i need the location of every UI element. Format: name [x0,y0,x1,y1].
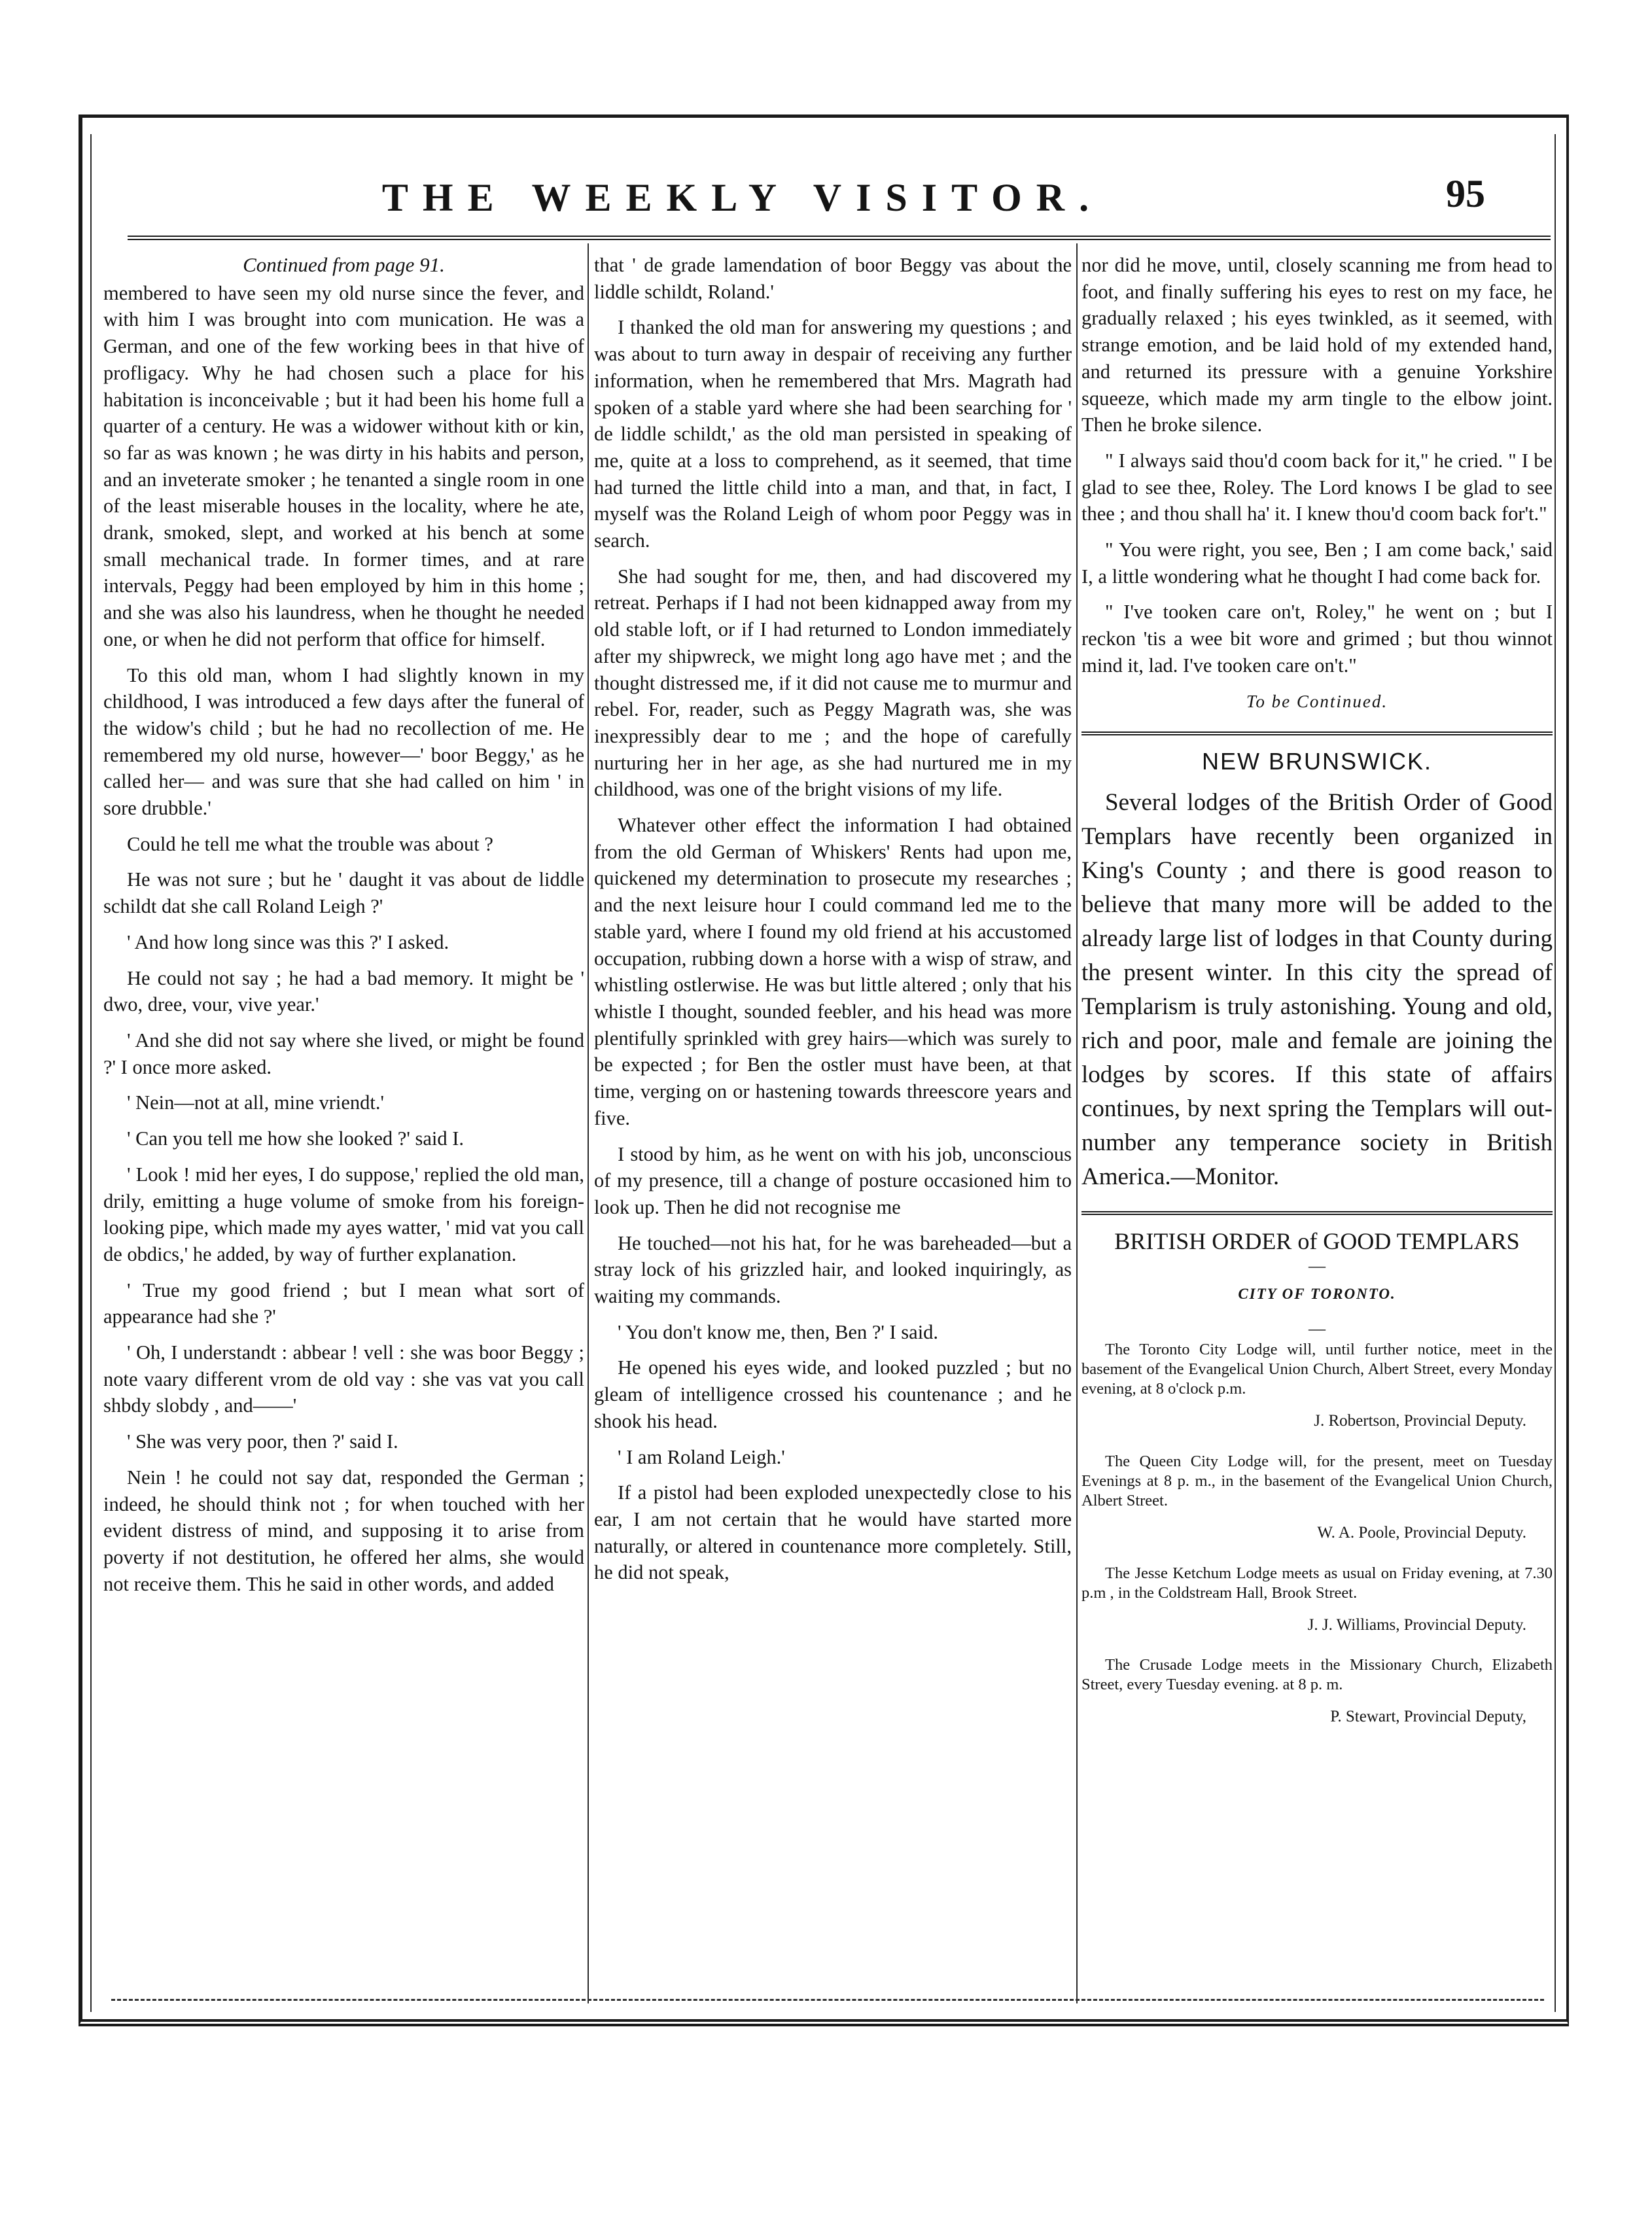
story-paragraph: I stood by him, as he went on with his job, unconscious of my presence, till a change of posture occasioned him to look up. Then he did not recognise me [594,1142,1072,1218]
story-paragraph: I thanked the old man for answering my questions ; and was about to turn away in despair of receiving any further information, when he remembered that Mrs. Magrath had spoken of a stable yard where she had been searching for ' de liddle schildt,' as the old man persisted in speaking of me, quite at a loss to comprehend, as it seemed, that time had turned the little child into a man, and that, in fact, I myself was the Roland Leigh of whom poor Peggy was in search. [594,316,1072,552]
story-paragraph: ' Can you tell me how she looked ?' said I. [127,1127,464,1150]
story-paragraph: ' You don't know me, then, Ben ?' I said. [618,1320,939,1343]
story-paragraph: ' Look ! mid her eyes, I do suppose,' replied the old man, drily, emitting a huge volume of smoke from his foreign-looking pipe, which made my ayes watter, ' mid vat you call de obdics,' he added, by way of further explanation. [103,1163,584,1265]
lodge-notice: The Jesse Ketchum Lodge meets as usual on Friday evening, at 7.30 p.m , in the Coldstream Hall, Brook Street. [1081,1564,1553,1602]
story-paragraph: ' Nein—not at all, mine vriendt.' [127,1091,385,1114]
city-subheading: CITY OF TORONTO. [1238,1285,1396,1302]
ornamental-dash: — [1309,1256,1326,1275]
story-paragraph: He could not say ; he had a bad memory. It might be ' dwo, dree, vour, vive year.' [103,966,584,1016]
section-rule [1081,732,1553,735]
masthead-title: THE WEEKLY VISITOR. [381,176,1104,219]
bottom-ornament-rule [111,1999,1544,2001]
story-paragraph: Nein ! he could not say dat, responded the German ; indeed, he should think not ; for when touched with her evident distress of mind, and supposing it to arise from poverty if not destitution, he offered her alms, she would not receive them. This he said in other words, and added [103,1466,584,1595]
story-paragraph: ' Oh, I understandt : abbear ! vell : she was boor Beggy ; note vaary different vrom de old vay : she vas vat you call shbdy slobdy , and——' [103,1341,584,1417]
story-paragraph: ' She was very poor, then ?' said I. [127,1430,398,1453]
story-paragraph: membered to have seen my old nurse since the fever, and with him I was brought into com munication. He was a German, and one of the few working bees in that hive of profligacy. Why he had chosen such a place for his habitation is inconceivable ; but it had been his home full a quarter of a century. He was a widower without kith or kin, so far as was known ; he was dirty in his habits and person, and an inveterate smoker ; he tenanted a single room in one of the least miserable houses in the locality, where he ate, drank, smoked, slept, and worked at his bench at some small mechanical trade. In former times, and at rare intervals, Peggy had been employed by him in this home ; and she was also his laundress, when he thought he needed one, or when he did not perform that office for himself. [103,281,584,650]
story-column-1 [103,252,584,1606]
story-paragraph: She had sought for me, then, and had discovered my retreat. Perhaps if I had not been kidnapped away from my old stable loft, or if I had returned to London immediately after my shipwreck, we might long ago have met ; and the thought distressed me, if it did not cause me to murmur and rebel. For, reader, such as Peggy Magrath was, she was inexpressibly dear to me ; and the hope of carefully nurturing her in her age, as she had nurtured me in my childhood, was one of the bright visions of my life. [594,565,1072,801]
story-paragraph: ' And she did not say where she lived, or might be found ?' I once more asked. [103,1029,584,1078]
story-paragraph: If a pistol had been exploded unexpectedly close to his ear, I am not certain that he would have started more naturally, or altered in countenance more completely. Still, he did not speak, [594,1481,1072,1584]
ornamental-dash: — [1309,1319,1326,1339]
story-paragraph: ' And how long since was this ?' I asked. [127,930,449,953]
column-divider-1 [588,243,589,2003]
continued-from-label: Continued from page 91. [243,253,445,276]
story-paragraph: He touched—not his hat, for he was bareheaded—but a stray lock of his grizzled hair, and looked inquiringly, as waiting my commands. [594,1231,1072,1308]
lodge-notice: The Queen City Lodge will, for the present, meet on Tuesday Evenings at 8 p. m., in the basement of the Evangelical Union Church, Albert Street. [1081,1453,1553,1510]
story-paragraph: Whatever other effect the information I had obtained from the old German of Whiskers' Rents had upon me, quickened my determination to prosecute my researches ; and the next leisure hour I could command led me to the stable yard, where I found my old friend at his accustomed occupation, rubbing down a horse with a wisp of straw, and whistling ostlerwise. He was but little altered ; only that his whistle I thought, sounded feebler, and his head was more plentifully sprinkled with grey hairs—which was surely to be expected ; for Ben the ostler must have been, at that time, verging on or hastening towards threescore years and five. [594,814,1072,1129]
story-paragraph: He was not sure ; but he ' daught it vas about de liddle schildt dat she call Roland Leigh ?' [103,868,584,918]
lodge-deputy: P. Stewart, Provincial Deputy, [1330,1708,1526,1726]
header-rule [128,236,1551,240]
story-paragraph: " You were right, you see, Ben ; I am come back,' said I, a little wondering what he thought I had come back for. [1081,538,1553,588]
to-be-continued-label: To be Continued. [1246,691,1388,711]
lodge-notice: The Crusade Lodge meets in the Missionary Church, Elizabeth Street, every Tuesday evening. at 8 p. m. [1081,1656,1553,1694]
new-brunswick-heading: NEW BRUNSWICK. [1202,748,1432,775]
section-rule [1081,1211,1553,1215]
good-templars-heading: BRITISH ORDER of GOOD TEMPLARS [1114,1227,1520,1254]
story-paragraph: " I always said thou'd coom back for it," he cried. " I be glad to see thee, Roley. The Lord knows I be glad to see thee ; and thou shall ha' it. I knew thou'd coom back for't." [1081,449,1553,525]
page-number: 95 [1446,172,1485,215]
story-paragraph: ' I am Roland Leigh.' [618,1445,785,1468]
story-paragraph: To this old man, whom I had slightly known in my childhood, I was introduced a few days after the funeral of the widow's child ; but he had no recollection of me. He remembered my old nurse, however—' boor Beggy,' as he called her— and was sure that she had called on him ' in sore drubble.' [103,663,584,820]
right-column [1081,252,1553,1748]
story-paragraph: Could he tell me what the trouble was about ? [127,832,493,855]
lodge-notice: The Toronto City Lodge will, until further notice, meet in the basement of the Evangelical Union Church, Albert Street, every Monday evening, at 8 o'clock p.m. [1081,1341,1553,1398]
column-divider-2 [1076,243,1078,2003]
lodge-deputy: J. J. Williams, Provincial Deputy. [1307,1615,1526,1634]
story-paragraph: " I've tooken care on't, Roley," he went on ; but I reckon 'tis a wee bit wore and grimed ; but thou winnot mind it, lad. I've tooken care on't." [1081,601,1553,677]
lodge-deputy: J. Robertson, Provincial Deputy. [1314,1412,1526,1430]
story-paragraph: nor did he move, until, closely scanning me from head to foot, and finally suffering his eyes to rest on my face, he gradually relaxed ; his eyes twinkled, as it seemed, with strange emotion, and be laid hold of my extended hand, and returned its pressure with a genuine Yorkshire squeeze, which made my arm tingle to the elbow joint. Then he broke silence. [1081,254,1553,436]
story-paragraph: He opened his eyes wide, and looked puzzled ; but no gleam of intelligence crossed his countenance ; and he shook his head. [594,1356,1072,1432]
new-brunswick-article: Several lodges of the British Order of Good Templars have recently been organized in King's County ; and there is good reason to believe that many more will be added to the already large list of lodges in that County during the present winter. In this city the spread of Templarism is truly astonishing. Young and old, rich and poor, male and female are joining the lodges by scores. If this state of affairs continues, by next spring the Templars will out-number any temperance society in British America.—Monitor. [1081,788,1553,1190]
story-column-2 [594,252,1072,1595]
story-paragraph: that ' de grade lamendation of boor Beggy vas about the liddle schildt, Roland.' [594,254,1072,303]
story-paragraph: ' True my good friend ; but I mean what sort of appearance had she ?' [103,1278,584,1328]
lodge-deputy: W. A. Poole, Provincial Deputy. [1317,1524,1526,1542]
